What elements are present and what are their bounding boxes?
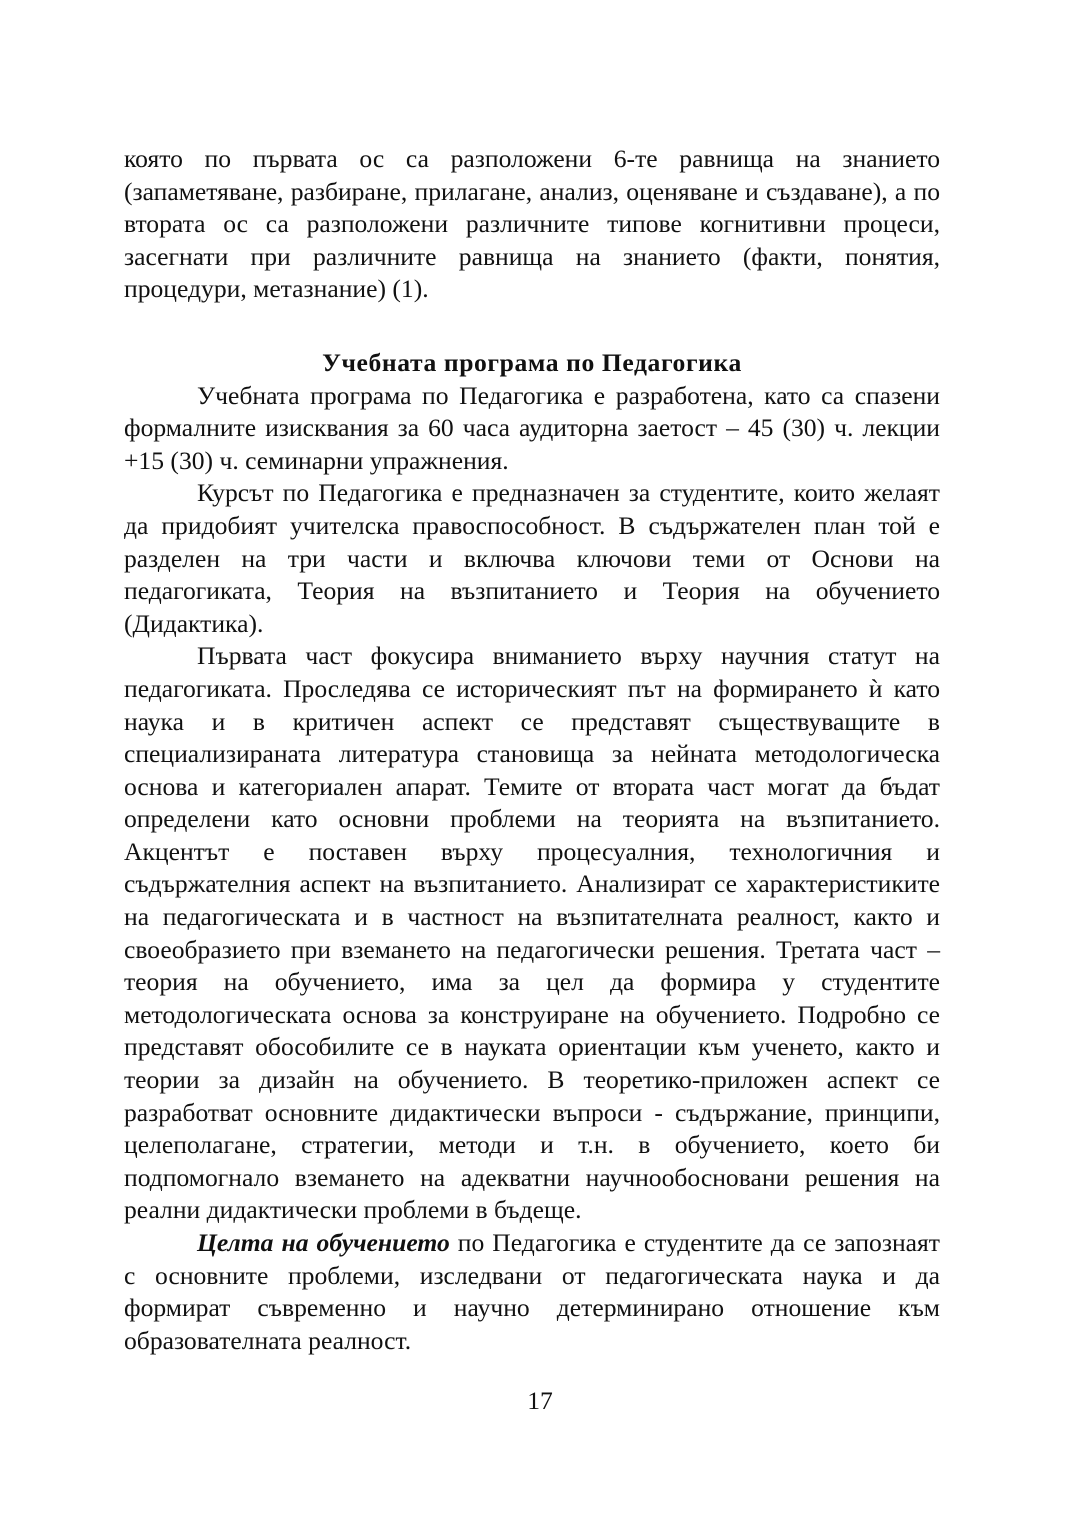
page-number: 17 [527, 1386, 553, 1415]
paragraph-course: Курсът по Педагогика е предназначен за студентите, които желаят да придобият учителска правоспособност. В съдържателен план той е разделен на три части и включва ключови теми от Основи на педагогиката, Теория на възпитанието и Теория на обучението (Дидактика). [124, 478, 940, 638]
section-heading: Учебната програма по Педагогика [322, 347, 742, 377]
goal-emphasis: Целта на обучението [197, 1228, 450, 1257]
intro-paragraph: която по първата ос са разположени 6-те равнища на знанието (запаметяване, разбиране, прилагане, анализ, оценяване и създаване), а по втората ос са разположени различните типове когнитивни процеси, засегнати при различните равнища на знанието (факти, понятия, процедури, метазнание) (1). [124, 144, 940, 304]
paragraph-goal [124, 1227, 940, 1357]
page-body [124, 143, 940, 1357]
paragraph-program: Учебната програма по Педагогика е разработена, като са спазени формалните изисквания за 60 часа аудиторна заетост – 45 (30) ч. лекции +15 (30) ч. семинарни упражнения. [124, 380, 940, 475]
goal-text: по Педагогика е студентите да се запознаят с основните проблеми, изследвани от педагогическата наука и да формират съвременно и научно детерминирано отношение към образователната реалност. [124, 1228, 940, 1355]
paragraph-parts: Първата част фокусира вниманието върху научния статут на педагогиката. Проследява се историческият път на формирането ѝ като наука и в критичен аспект се представят съществуващите в специализираната литература становища за нейната методологическа основа и категориален апарат. Темите от втората част могат да бъдат определени като основни проблеми на теорията на възпитанието. Акцентът е поставен върху процесуалния, технологичния и съдържателния аспект на възпитанието. Анализират се характеристиките на педагогическата и в частност на възпитателната реалност, както и своеобразието при вземането на педагогически решения. Третата част – теория на обучението, има за цел да формира у студентите методологическата основа за конструиране на обучението. Подробно се представят обособилите се в науката ориентации към ученето, както и теории за дизайн на обучението. В теоретико-приложен аспект се разработват основните дидактически въпроси - съдържание, принципи, целеполагане, стратегии, методи и т.н. в обучението, което би подпомогнало вземането на адекватни научнообосновани решения на реални дидактически проблеми в бъдеще. [124, 641, 940, 1225]
